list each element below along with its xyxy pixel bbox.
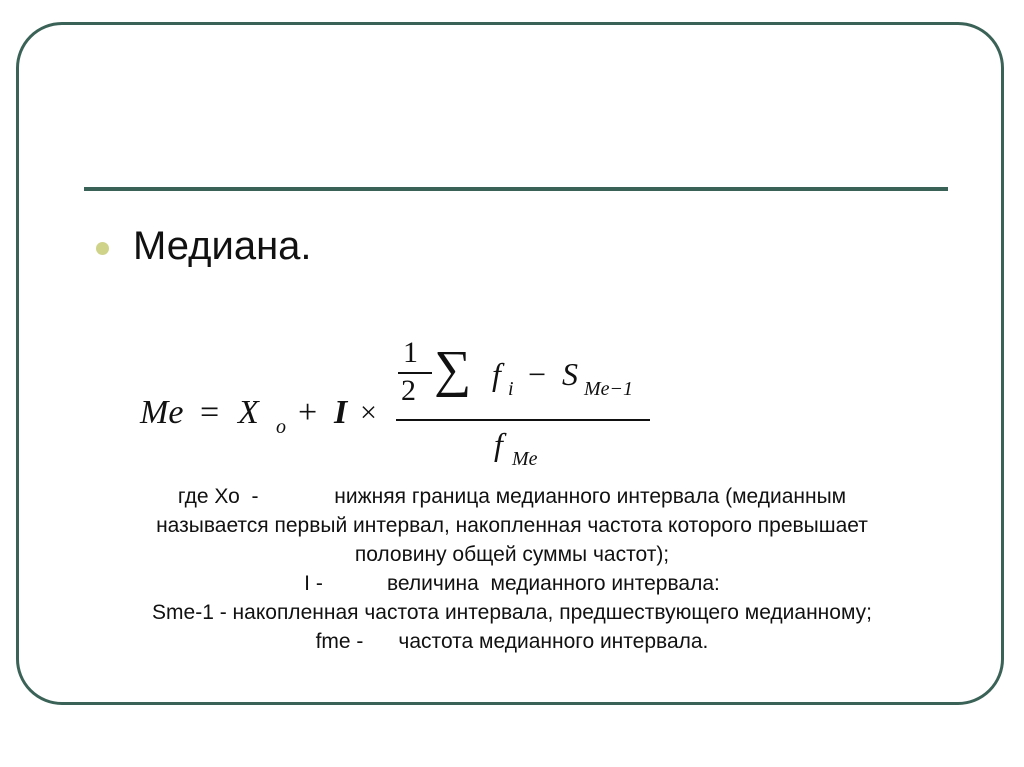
description-line: Sme-1 - накопленная частота интервала, предшествующего медианному; xyxy=(152,601,872,624)
formula-half-den: 2 xyxy=(401,374,416,407)
formula-equals: = xyxy=(200,394,220,431)
formula-x-sub: o xyxy=(276,416,286,438)
formula-me: Me xyxy=(140,394,184,431)
formula-plus: + xyxy=(298,394,318,431)
description-line: fme - частота медианного интервала. xyxy=(315,630,709,653)
title-divider xyxy=(84,187,948,191)
formula-description xyxy=(60,482,964,656)
formula-f-sub: i xyxy=(508,378,514,400)
formula-x: X xyxy=(238,394,259,431)
formula-s-sub: Me−1 xyxy=(584,378,634,400)
median-formula xyxy=(134,338,674,472)
bullet-dot-icon xyxy=(96,242,109,255)
formula-f: f xyxy=(492,356,501,392)
formula-half-num: 1 xyxy=(403,336,418,369)
description-line: где Хо - нижняя граница медианного интервала (медианным xyxy=(177,485,847,508)
formula-times: × xyxy=(360,396,377,429)
description-line: половину общей суммы частот); xyxy=(354,543,670,566)
description-line: I - величина медианного интервала: xyxy=(304,572,720,595)
description-line: называется первый интервал, накопленная частота которого превышает xyxy=(156,514,868,537)
formula-den-f: f xyxy=(494,426,503,462)
formula-sum: ∑ xyxy=(434,341,472,398)
formula-s: S xyxy=(562,356,578,392)
formula-minus: − xyxy=(528,356,547,392)
formula-den-sub: Me xyxy=(512,448,538,470)
bullet-item xyxy=(96,222,312,270)
slide-heading: Медиана. xyxy=(133,224,312,268)
formula-fraction-bar xyxy=(396,419,650,421)
formula-i: I xyxy=(334,394,348,431)
